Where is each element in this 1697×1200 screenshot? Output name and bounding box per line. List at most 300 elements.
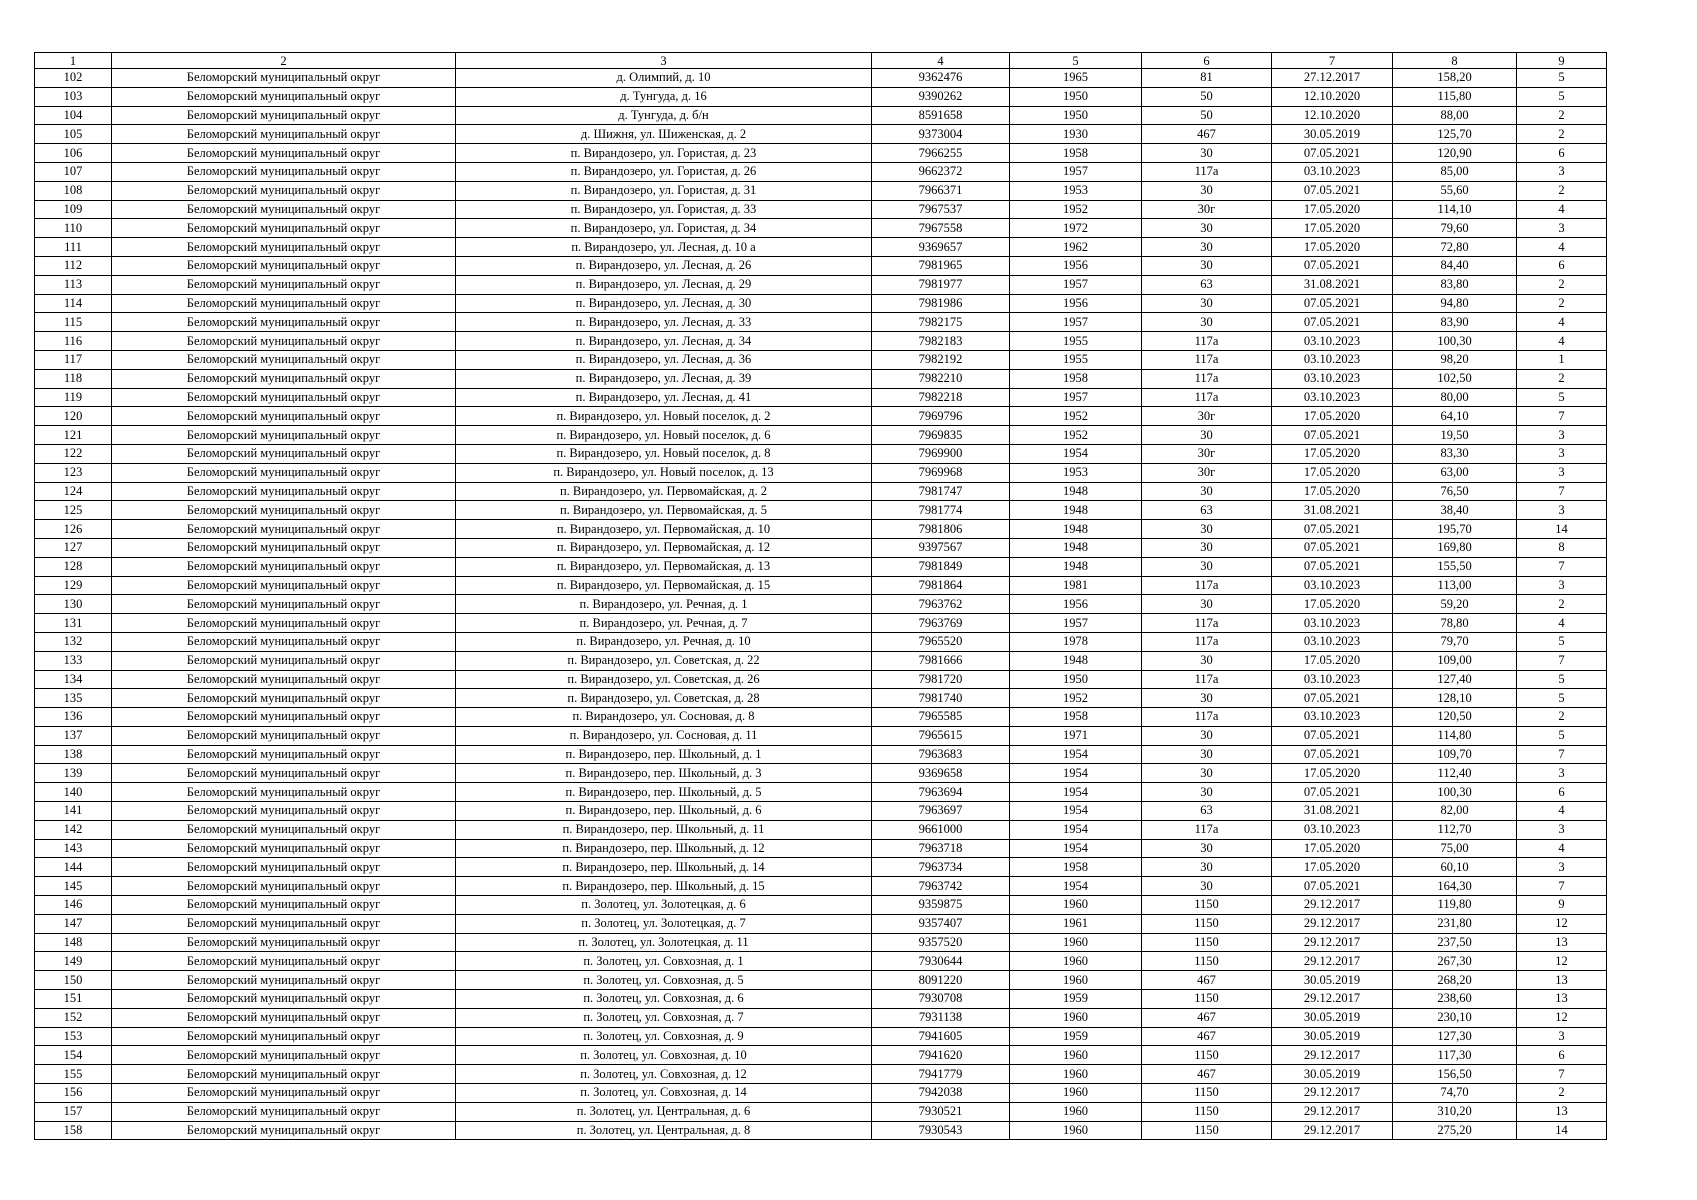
year-cell: 1954 [1010,802,1142,821]
municipality-cell: Беломорский муниципальный округ [112,181,456,200]
area-cell: 80,00 [1393,388,1517,407]
residents-cell: 8 [1517,538,1607,557]
code-cell: 7981774 [872,501,1010,520]
document-number-cell: 30 [1142,294,1272,313]
date-cell: 17.05.2020 [1272,858,1393,877]
code-cell: 7982210 [872,369,1010,388]
document-number-cell: 117а [1142,614,1272,633]
municipality-cell: Беломорский муниципальный округ [112,557,456,576]
municipality-cell: Беломорский муниципальный округ [112,200,456,219]
date-cell: 17.05.2020 [1272,482,1393,501]
address-cell: п. Вирандозеро, ул. Гористая, д. 33 [456,200,872,219]
area-cell: 19,50 [1393,426,1517,445]
document-number-cell: 63 [1142,275,1272,294]
municipality-cell: Беломорский муниципальный округ [112,576,456,595]
date-cell: 07.05.2021 [1272,726,1393,745]
code-cell: 9373004 [872,125,1010,144]
residents-cell: 4 [1517,839,1607,858]
address-cell: д. Тунгуда, д. б/н [456,106,872,125]
residents-cell: 13 [1517,1102,1607,1121]
address-cell: п. Вирандозеро, ул. Лесная, д. 34 [456,332,872,351]
document-number-cell: 30 [1142,858,1272,877]
row-number-cell: 129 [35,576,112,595]
year-cell: 1952 [1010,689,1142,708]
date-cell: 29.12.2017 [1272,952,1393,971]
table-row [35,219,1607,238]
row-number-cell: 134 [35,670,112,689]
year-cell: 1957 [1010,388,1142,407]
residents-cell: 3 [1517,162,1607,181]
municipality-cell: Беломорский муниципальный округ [112,783,456,802]
row-number-cell: 104 [35,106,112,125]
code-cell: 7931138 [872,1008,1010,1027]
date-cell: 07.05.2021 [1272,520,1393,539]
year-cell: 1971 [1010,726,1142,745]
table-row [35,200,1607,219]
table-row [35,369,1607,388]
row-number-cell: 148 [35,933,112,952]
document-number-cell: 30 [1142,219,1272,238]
address-cell: п. Вирандозеро, ул. Советская, д. 28 [456,689,872,708]
document-number-cell: 30 [1142,557,1272,576]
area-cell: 114,80 [1393,726,1517,745]
address-cell: п. Вирандозеро, ул. Сосновая, д. 8 [456,708,872,727]
municipality-cell: Беломорский муниципальный округ [112,971,456,990]
residents-cell: 12 [1517,952,1607,971]
municipality-cell: Беломорский муниципальный округ [112,1121,456,1140]
table-row [35,708,1607,727]
date-cell: 03.10.2023 [1272,632,1393,651]
column-header: 7 [1272,53,1393,69]
code-cell: 9359875 [872,896,1010,915]
municipality-cell: Беломорский муниципальный округ [112,125,456,144]
municipality-cell: Беломорский муниципальный округ [112,896,456,915]
municipality-cell: Беломорский муниципальный округ [112,482,456,501]
area-cell: 109,70 [1393,745,1517,764]
year-cell: 1957 [1010,275,1142,294]
area-cell: 76,50 [1393,482,1517,501]
table-row [35,350,1607,369]
address-cell: п. Вирандозеро, ул. Первомайская, д. 15 [456,576,872,595]
address-cell: п. Вирандозеро, пер. Школьный, д. 5 [456,783,872,802]
code-cell: 9362476 [872,69,1010,88]
date-cell: 29.12.2017 [1272,914,1393,933]
municipality-cell: Беломорский муниципальный округ [112,651,456,670]
year-cell: 1958 [1010,144,1142,163]
area-cell: 72,80 [1393,238,1517,257]
date-cell: 03.10.2023 [1272,388,1393,407]
residents-cell: 6 [1517,256,1607,275]
year-cell: 1960 [1010,1008,1142,1027]
document-number-cell: 30 [1142,595,1272,614]
document-number-cell: 1150 [1142,914,1272,933]
date-cell: 17.05.2020 [1272,595,1393,614]
address-cell: п. Вирандозеро, ул. Первомайская, д. 2 [456,482,872,501]
date-cell: 30.05.2019 [1272,1008,1393,1027]
document-number-cell: 117а [1142,632,1272,651]
area-cell: 88,00 [1393,106,1517,125]
code-cell: 7981666 [872,651,1010,670]
residents-cell: 5 [1517,87,1607,106]
residents-cell: 2 [1517,369,1607,388]
municipality-cell: Беломорский муниципальный округ [112,990,456,1009]
area-cell: 231,80 [1393,914,1517,933]
date-cell: 29.12.2017 [1272,990,1393,1009]
code-cell: 7941779 [872,1065,1010,1084]
area-cell: 125,70 [1393,125,1517,144]
municipality-cell: Беломорский муниципальный округ [112,294,456,313]
address-cell: п. Вирандозеро, ул. Новый поселок, д. 13 [456,463,872,482]
year-cell: 1954 [1010,444,1142,463]
table-row [35,181,1607,200]
municipality-cell: Беломорский муниципальный округ [112,877,456,896]
code-cell: 9397567 [872,538,1010,557]
row-number-cell: 145 [35,877,112,896]
date-cell: 29.12.2017 [1272,1084,1393,1103]
date-cell: 07.05.2021 [1272,144,1393,163]
address-cell: п. Вирандозеро, ул. Сосновая, д. 11 [456,726,872,745]
document-number-cell: 30 [1142,520,1272,539]
table-row [35,294,1607,313]
row-number-cell: 137 [35,726,112,745]
year-cell: 1958 [1010,708,1142,727]
date-cell: 17.05.2020 [1272,463,1393,482]
municipality-cell: Беломорский муниципальный округ [112,256,456,275]
document-number-cell: 1150 [1142,933,1272,952]
row-number-cell: 107 [35,162,112,181]
area-cell: 63,00 [1393,463,1517,482]
document-number-cell: 117а [1142,332,1272,351]
address-cell: п. Золотец, ул. Совхозная, д. 7 [456,1008,872,1027]
area-cell: 238,60 [1393,990,1517,1009]
address-cell: п. Вирандозеро, ул. Лесная, д. 33 [456,313,872,332]
date-cell: 03.10.2023 [1272,670,1393,689]
date-cell: 07.05.2021 [1272,256,1393,275]
date-cell: 07.05.2021 [1272,745,1393,764]
row-number-cell: 117 [35,350,112,369]
document-number-cell: 30 [1142,482,1272,501]
table-row [35,614,1607,633]
residents-cell: 2 [1517,1084,1607,1103]
document-number-cell: 467 [1142,1027,1272,1046]
address-cell: д. Тунгуда, д. 16 [456,87,872,106]
date-cell: 07.05.2021 [1272,783,1393,802]
code-cell: 7969796 [872,407,1010,426]
table-row [35,162,1607,181]
address-cell: п. Вирандозеро, пер. Школьный, д. 15 [456,877,872,896]
address-cell: п. Вирандозеро, ул. Гористая, д. 26 [456,162,872,181]
date-cell: 12.10.2020 [1272,106,1393,125]
row-number-cell: 157 [35,1102,112,1121]
year-cell: 1948 [1010,501,1142,520]
document-number-cell: 117а [1142,388,1272,407]
address-cell: п. Вирандозеро, ул. Лесная, д. 26 [456,256,872,275]
date-cell: 03.10.2023 [1272,369,1393,388]
residents-cell: 14 [1517,1121,1607,1140]
code-cell: 7930521 [872,1102,1010,1121]
document-number-cell: 1150 [1142,1121,1272,1140]
year-cell: 1954 [1010,745,1142,764]
row-number-cell: 127 [35,538,112,557]
residents-cell: 7 [1517,745,1607,764]
address-cell: д. Олимпий, д. 10 [456,69,872,88]
document-number-cell: 1150 [1142,990,1272,1009]
code-cell: 7963683 [872,745,1010,764]
residents-cell: 3 [1517,426,1607,445]
residents-cell: 7 [1517,557,1607,576]
address-cell: п. Вирандозеро, ул. Новый поселок, д. 6 [456,426,872,445]
address-cell: п. Вирандозеро, пер. Школьный, д. 11 [456,820,872,839]
address-cell: п. Вирандозеро, ул. Лесная, д. 41 [456,388,872,407]
area-cell: 120,90 [1393,144,1517,163]
year-cell: 1960 [1010,1046,1142,1065]
date-cell: 29.12.2017 [1272,896,1393,915]
residents-cell: 6 [1517,1046,1607,1065]
document-number-cell: 50 [1142,106,1272,125]
table-row [35,463,1607,482]
column-header: 1 [35,53,112,69]
area-cell: 169,80 [1393,538,1517,557]
code-cell: 7981977 [872,275,1010,294]
code-cell: 7981849 [872,557,1010,576]
table-row [35,444,1607,463]
area-cell: 115,80 [1393,87,1517,106]
document-number-cell: 30 [1142,256,1272,275]
column-header: 6 [1142,53,1272,69]
date-cell: 17.05.2020 [1272,839,1393,858]
municipality-cell: Беломорский муниципальный округ [112,106,456,125]
row-number-cell: 102 [35,69,112,88]
document-number-cell: 467 [1142,971,1272,990]
row-number-cell: 132 [35,632,112,651]
residents-cell: 2 [1517,181,1607,200]
date-cell: 29.12.2017 [1272,1102,1393,1121]
table-row [35,896,1607,915]
code-cell: 7930708 [872,990,1010,1009]
residents-cell: 13 [1517,971,1607,990]
document-number-cell: 117а [1142,820,1272,839]
municipality-cell: Беломорский муниципальный округ [112,726,456,745]
date-cell: 17.05.2020 [1272,238,1393,257]
area-cell: 156,50 [1393,1065,1517,1084]
document-number-cell: 1150 [1142,1102,1272,1121]
table-row [35,1065,1607,1084]
area-cell: 100,30 [1393,783,1517,802]
area-cell: 98,20 [1393,350,1517,369]
date-cell: 03.10.2023 [1272,350,1393,369]
area-cell: 94,80 [1393,294,1517,313]
municipality-cell: Беломорский муниципальный округ [112,839,456,858]
year-cell: 1957 [1010,614,1142,633]
area-cell: 117,30 [1393,1046,1517,1065]
year-cell: 1960 [1010,1084,1142,1103]
residents-cell: 3 [1517,219,1607,238]
date-cell: 03.10.2023 [1272,162,1393,181]
code-cell: 7963734 [872,858,1010,877]
residents-cell: 3 [1517,576,1607,595]
document-number-cell: 117а [1142,350,1272,369]
table-row [35,952,1607,971]
table-row [35,670,1607,689]
area-cell: 113,00 [1393,576,1517,595]
document-number-cell: 1150 [1142,952,1272,971]
year-cell: 1948 [1010,520,1142,539]
row-number-cell: 103 [35,87,112,106]
date-cell: 17.05.2020 [1272,444,1393,463]
municipality-cell: Беломорский муниципальный округ [112,520,456,539]
year-cell: 1954 [1010,877,1142,896]
code-cell: 7981986 [872,294,1010,313]
row-number-cell: 144 [35,858,112,877]
code-cell: 7942038 [872,1084,1010,1103]
date-cell: 31.08.2021 [1272,275,1393,294]
row-number-cell: 149 [35,952,112,971]
address-cell: п. Вирандозеро, пер. Школьный, д. 14 [456,858,872,877]
date-cell: 07.05.2021 [1272,689,1393,708]
code-cell: 7965520 [872,632,1010,651]
year-cell: 1950 [1010,670,1142,689]
table-row [35,1102,1607,1121]
address-cell: п. Вирандозеро, ул. Советская, д. 26 [456,670,872,689]
residents-cell: 5 [1517,689,1607,708]
row-number-cell: 118 [35,369,112,388]
row-number-cell: 141 [35,802,112,821]
document-number-cell: 30г [1142,407,1272,426]
residents-cell: 4 [1517,200,1607,219]
area-cell: 84,40 [1393,256,1517,275]
address-cell: п. Золотец, ул. Совхозная, д. 14 [456,1084,872,1103]
date-cell: 03.10.2023 [1272,332,1393,351]
address-cell: п. Вирандозеро, ул. Гористая, д. 31 [456,181,872,200]
municipality-cell: Беломорский муниципальный округ [112,332,456,351]
area-cell: 275,20 [1393,1121,1517,1140]
area-cell: 55,60 [1393,181,1517,200]
area-cell: 83,80 [1393,275,1517,294]
code-cell: 7982175 [872,313,1010,332]
year-cell: 1956 [1010,595,1142,614]
code-cell: 7941620 [872,1046,1010,1065]
area-cell: 78,80 [1393,614,1517,633]
code-cell: 7981864 [872,576,1010,595]
area-cell: 60,10 [1393,858,1517,877]
residents-cell: 2 [1517,294,1607,313]
address-cell: п. Вирандозеро, ул. Лесная, д. 10 а [456,238,872,257]
municipality-cell: Беломорский муниципальный округ [112,1046,456,1065]
municipality-cell: Беломорский муниципальный округ [112,144,456,163]
residents-cell: 5 [1517,632,1607,651]
area-cell: 164,30 [1393,877,1517,896]
residents-cell: 4 [1517,802,1607,821]
row-number-cell: 121 [35,426,112,445]
table-row [35,576,1607,595]
address-cell: п. Вирандозеро, ул. Лесная, д. 39 [456,369,872,388]
row-number-cell: 140 [35,783,112,802]
row-number-cell: 123 [35,463,112,482]
table-row [35,538,1607,557]
municipality-cell: Беломорский муниципальный округ [112,614,456,633]
year-cell: 1981 [1010,576,1142,595]
residents-cell: 4 [1517,332,1607,351]
area-cell: 75,00 [1393,839,1517,858]
municipality-cell: Беломорский муниципальный округ [112,538,456,557]
year-cell: 1960 [1010,1065,1142,1084]
code-cell: 9661000 [872,820,1010,839]
area-cell: 128,10 [1393,689,1517,708]
document-number-cell: 117а [1142,369,1272,388]
area-cell: 112,40 [1393,764,1517,783]
municipality-cell: Беломорский муниципальный округ [112,87,456,106]
residents-cell: 13 [1517,990,1607,1009]
year-cell: 1956 [1010,294,1142,313]
row-number-cell: 155 [35,1065,112,1084]
document-number-cell: 63 [1142,802,1272,821]
row-number-cell: 124 [35,482,112,501]
residents-cell: 7 [1517,651,1607,670]
row-number-cell: 128 [35,557,112,576]
address-cell: п. Золотец, ул. Совхозная, д. 9 [456,1027,872,1046]
area-cell: 85,00 [1393,162,1517,181]
year-cell: 1952 [1010,407,1142,426]
row-number-cell: 108 [35,181,112,200]
row-number-cell: 112 [35,256,112,275]
municipality-cell: Беломорский муниципальный округ [112,388,456,407]
table-row [35,388,1607,407]
address-cell: п. Вирандозеро, ул. Гористая, д. 34 [456,219,872,238]
residents-cell: 2 [1517,595,1607,614]
address-cell: п. Вирандозеро, ул. Первомайская, д. 12 [456,538,872,557]
area-cell: 230,10 [1393,1008,1517,1027]
area-cell: 158,20 [1393,69,1517,88]
municipality-cell: Беломорский муниципальный округ [112,670,456,689]
table-row [35,726,1607,745]
year-cell: 1957 [1010,313,1142,332]
residents-cell: 1 [1517,350,1607,369]
row-number-cell: 131 [35,614,112,633]
code-cell: 7982192 [872,350,1010,369]
municipality-cell: Беломорский муниципальный округ [112,632,456,651]
code-cell: 9369658 [872,764,1010,783]
document-number-cell: 467 [1142,1008,1272,1027]
document-number-cell: 30 [1142,726,1272,745]
document-number-cell: 63 [1142,501,1272,520]
table-row [35,689,1607,708]
year-cell: 1972 [1010,219,1142,238]
area-cell: 64,10 [1393,407,1517,426]
document-number-cell: 30 [1142,745,1272,764]
row-number-cell: 133 [35,651,112,670]
document-number-cell: 30 [1142,313,1272,332]
table-row [35,332,1607,351]
table-row [35,632,1607,651]
row-number-cell: 119 [35,388,112,407]
table-row [35,595,1607,614]
table-row [35,783,1607,802]
row-number-cell: 111 [35,238,112,257]
area-cell: 100,30 [1393,332,1517,351]
code-cell: 7930543 [872,1121,1010,1140]
code-cell: 7963718 [872,839,1010,858]
code-cell: 7930644 [872,952,1010,971]
code-cell: 7967537 [872,200,1010,219]
row-number-cell: 142 [35,820,112,839]
code-cell: 7963694 [872,783,1010,802]
area-cell: 195,70 [1393,520,1517,539]
code-cell: 7969968 [872,463,1010,482]
date-cell: 29.12.2017 [1272,933,1393,952]
residents-cell: 3 [1517,858,1607,877]
area-cell: 155,50 [1393,557,1517,576]
date-cell: 03.10.2023 [1272,708,1393,727]
